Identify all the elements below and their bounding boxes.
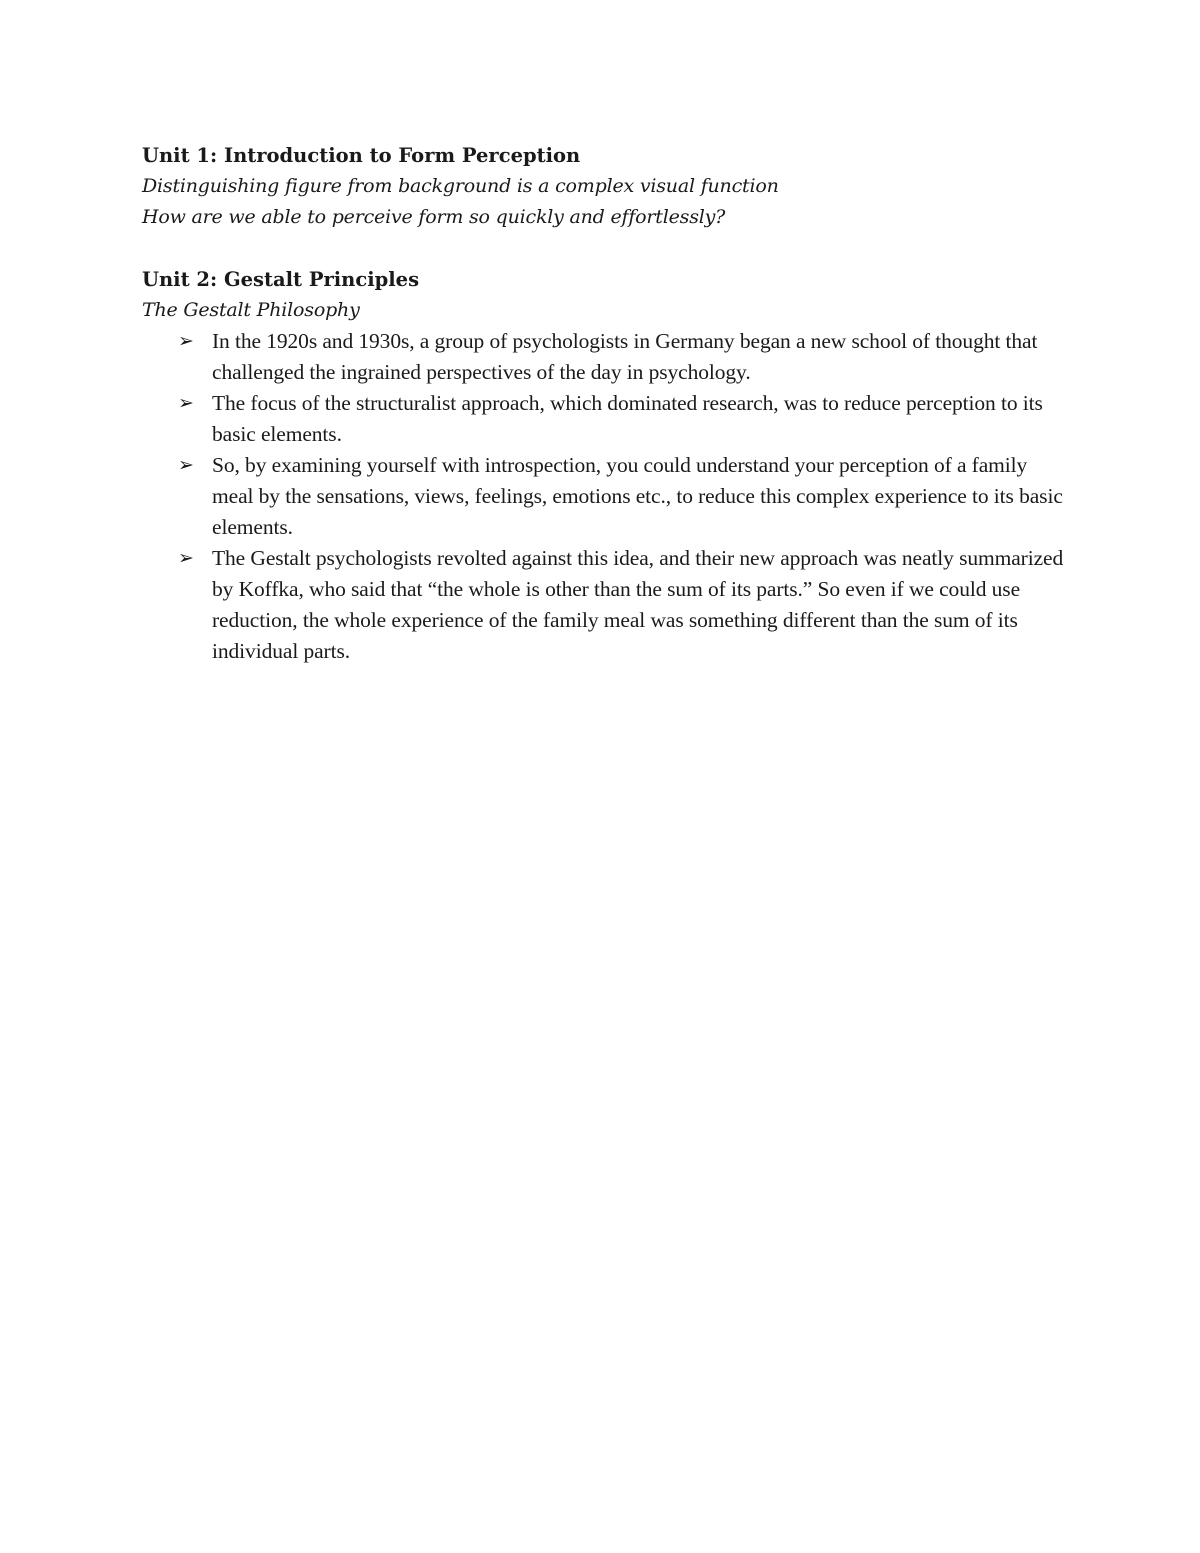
section-spacer [142,233,1072,264]
list-item-text: In the 1920s and 1930s, a group of psychologists in Germany began a new school of thought that challenged the ingrained perspectives of the day in psychology. [212,329,1038,384]
unit-2-bullet-list [142,326,1072,667]
list-item [142,326,1072,388]
unit-1-heading: Unit 1: Introduction to Form Perception [142,144,581,167]
arrow-bullet-icon: ➢ [178,454,194,476]
list-item [142,388,1072,450]
list-item-text: The focus of the structuralist approach, which dominated research, was to reduce perception to its basic elements. [212,391,1043,446]
document-content [142,140,1072,667]
arrow-bullet-icon: ➢ [178,330,194,352]
arrow-bullet-icon: ➢ [178,392,194,414]
arrow-bullet-icon: ➢ [178,547,194,569]
list-item-text: The Gestalt psychologists revolted against this idea, and their new approach was neatly summarized by Koffka, who said that “the whole is other than the sum of its parts.” So even if we could use reduction, the whole experience of the family meal was something different than the sum of its individual parts. [212,546,1064,663]
list-item [142,450,1072,543]
unit-1-line-1: Distinguishing figure from background is a complex visual function [142,175,779,197]
unit-1-line-2: How are we able to perceive form so quickly and effortlessly? [142,206,726,228]
unit-2-subheading: The Gestalt Philosophy [142,299,360,321]
list-item [142,543,1072,667]
unit-2-heading: Unit 2: Gestalt Principles [142,268,420,291]
list-item-text: So, by examining yourself with introspection, you could understand your perception of a family meal by the sensations, views, feelings, emotions etc., to reduce this complex experience to its basic elements. [212,453,1063,539]
